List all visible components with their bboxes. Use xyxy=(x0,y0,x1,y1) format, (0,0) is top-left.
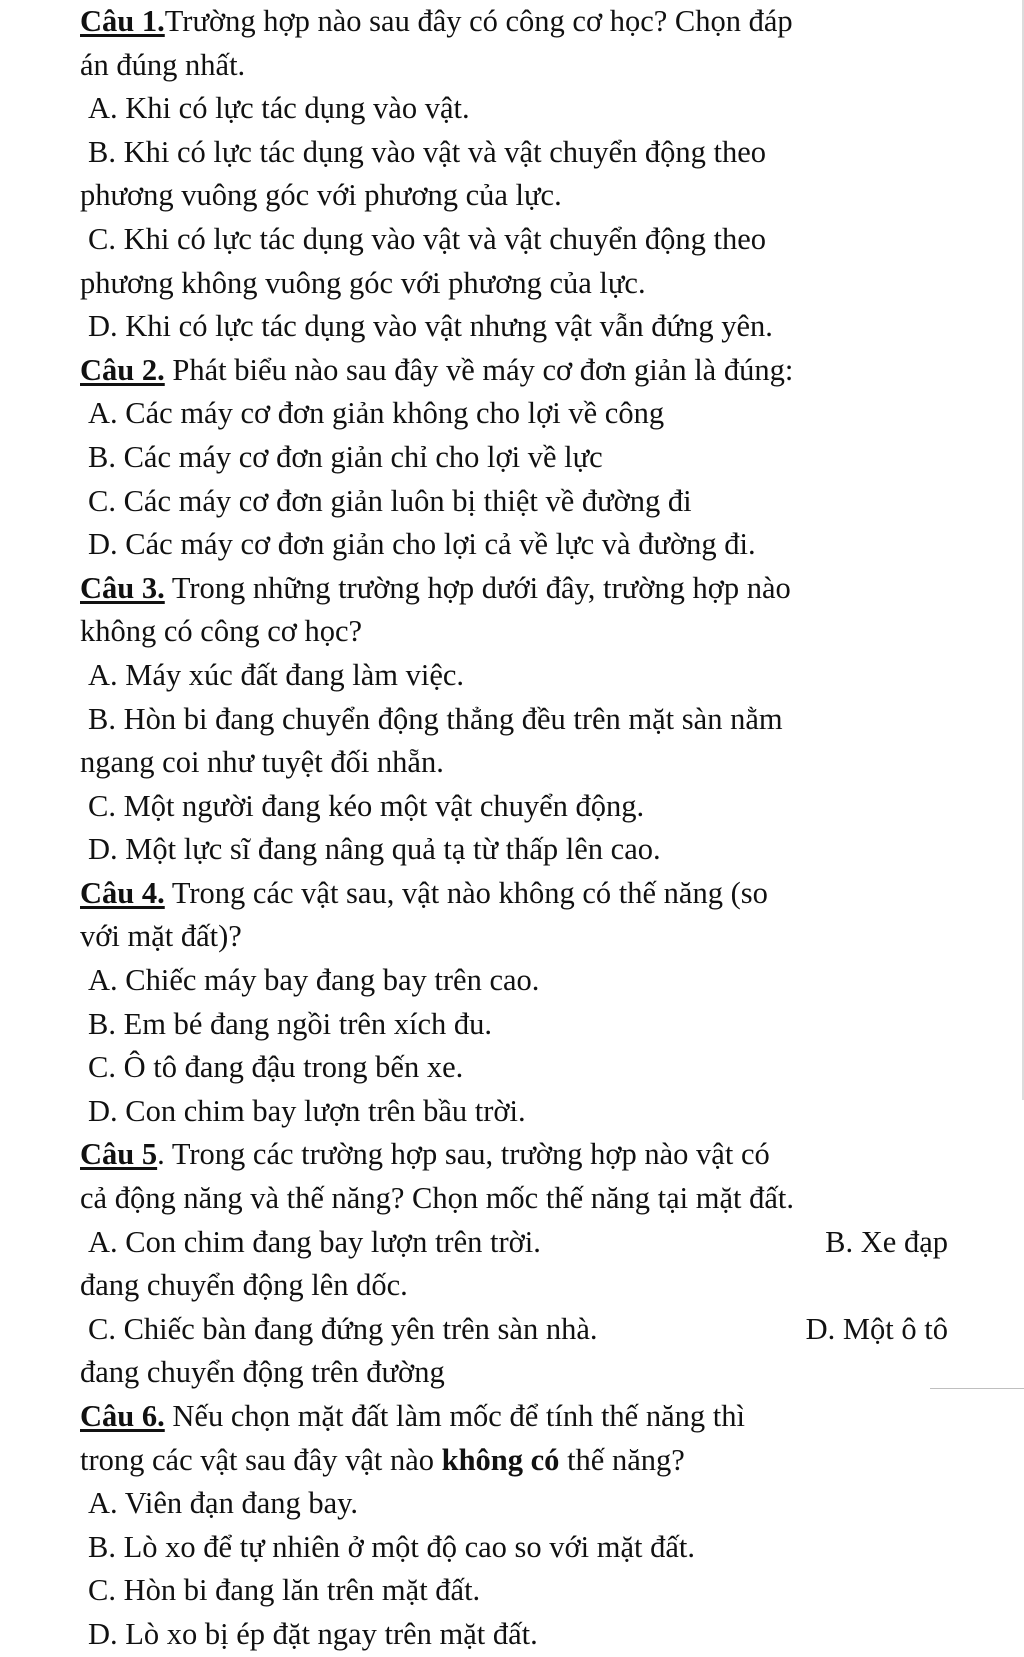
q3-stem-line1 xyxy=(0,567,960,611)
q6-stem-pre: trong các vật sau đây vật nào xyxy=(80,1442,442,1477)
q6-stem-line1 xyxy=(0,1395,960,1439)
q5-options-ab-line xyxy=(0,1221,960,1265)
q6-stem-text: Nếu chọn mặt đất làm mốc để tính thế năng thì xyxy=(164,1399,745,1433)
q2-stem-line1 xyxy=(0,349,960,393)
q4-stem-line1 xyxy=(0,872,960,916)
q2-option-b: B. Các máy cơ đơn giản chỉ cho lợi về lực xyxy=(88,439,603,474)
q5-option-c: C. Chiếc bàn đang đứng yên trên sàn nhà. xyxy=(88,1311,598,1346)
q5-option-d-start: D. Một ô tô xyxy=(805,1311,948,1346)
q1-option-b-line2: phương vuông góc với phương của lực. xyxy=(80,178,562,213)
q1-option-c-line2: phương không vuông góc với phương của lực. xyxy=(80,265,646,300)
q6-stem-bold: không có xyxy=(441,1442,560,1477)
q4-option-b: B. Em bé đang ngồi trên xích đu. xyxy=(88,1006,493,1041)
q6-option-b: B. Lò xo để tự nhiên ở một độ cao so với mặt đất. xyxy=(88,1529,696,1564)
q4-label: Câu 4. xyxy=(80,875,165,910)
q6-stem-line2 xyxy=(0,1439,960,1483)
q1-stem-line2: án đúng nhất. xyxy=(80,47,246,82)
q3-option-a: A. Máy xúc đất đang làm việc. xyxy=(88,657,465,692)
q5-options-cd-line xyxy=(0,1308,960,1352)
q3-stem-line2: không có công cơ học? xyxy=(80,614,363,649)
q1-stem-text: Trường hợp nào sau đây có công cơ học? Chọn đáp xyxy=(164,4,793,38)
q2-option-a: A. Các máy cơ đơn giản không cho lợi về công xyxy=(88,396,665,431)
q6-option-c: C. Hòn bi đang lăn trên mặt đất. xyxy=(88,1573,481,1608)
q1-stem-line1 xyxy=(0,0,960,44)
q1-option-b-line1: B. Khi có lực tác dụng vào vật và vật chuyển động theo xyxy=(88,134,767,169)
q3-option-c: C. Một người đang kéo một vật chuyển động. xyxy=(88,788,645,823)
q5-stem-line2: cả động năng và thế năng? Chọn mốc thế năng tại mặt đất. xyxy=(80,1181,794,1216)
q5-stem-text: . Trong các trường hợp sau, trường hợp nào vật có xyxy=(157,1137,770,1172)
q2-option-c: C. Các máy cơ đơn giản luôn bị thiệt về đường đi xyxy=(88,483,692,518)
q6-option-a: A. Viên đạn đang bay. xyxy=(88,1486,359,1521)
q5-options-cd-row xyxy=(88,1308,948,1352)
q1-label: Câu 1. xyxy=(80,4,165,38)
q5-stem-line1 xyxy=(0,1133,960,1177)
q5-label: Câu 5 xyxy=(80,1137,158,1172)
q3-stem-text: Trong những trường hợp dưới đây, trường hợp nào xyxy=(164,570,791,605)
q5-option-a: A. Con chim đang bay lượn trên trời. xyxy=(88,1224,541,1259)
q4-option-a: A. Chiếc máy bay đang bay trên cao. xyxy=(88,963,540,998)
q2-stem-text: Phát biểu nào sau đây về máy cơ đơn giản là đúng: xyxy=(164,352,794,387)
q2-option-d: D. Các máy cơ đơn giản cho lợi cả về lực và đường đi. xyxy=(88,527,756,562)
q5-option-b-start: B. Xe đạp xyxy=(825,1224,948,1259)
q6-stem-post: thế năng? xyxy=(559,1442,685,1477)
q3-option-b-line2: ngang coi như tuyệt đối nhẵn. xyxy=(80,745,444,780)
q5-option-d-end: đang chuyển động trên đường xyxy=(80,1355,445,1390)
q6-option-d: D. Lò xo bị ép đặt ngay trên mặt đất. xyxy=(88,1616,538,1651)
q4-option-d: D. Con chim bay lượn trên bầu trời. xyxy=(88,1093,526,1128)
q4-stem-text: Trong các vật sau, vật nào không có thế năng (so xyxy=(164,875,768,910)
q3-label: Câu 3. xyxy=(80,570,165,605)
q1-option-c-line1: C. Khi có lực tác dụng vào vật và vật chuyển động theo xyxy=(88,221,767,256)
q5-option-b-end: đang chuyển động lên dốc. xyxy=(80,1268,408,1303)
q3-option-d: D. Một lực sĩ đang nâng quả tạ từ thấp lên cao. xyxy=(88,832,661,867)
q1-option-a: A. Khi có lực tác dụng vào vật. xyxy=(88,91,470,126)
q2-label: Câu 2. xyxy=(80,352,165,387)
q4-option-c: C. Ô tô đang đậu trong bến xe. xyxy=(88,1050,464,1085)
q5-options-ab-row xyxy=(88,1221,948,1265)
q3-option-b-line1: B. Hòn bi đang chuyển động thẳng đều trên mặt sàn nằm xyxy=(88,701,783,736)
q4-stem-line2: với mặt đất)? xyxy=(80,919,242,954)
q1-option-d: D. Khi có lực tác dụng vào vật nhưng vật vẫn đứng yên. xyxy=(88,309,773,344)
q6-label: Câu 6. xyxy=(80,1399,165,1433)
